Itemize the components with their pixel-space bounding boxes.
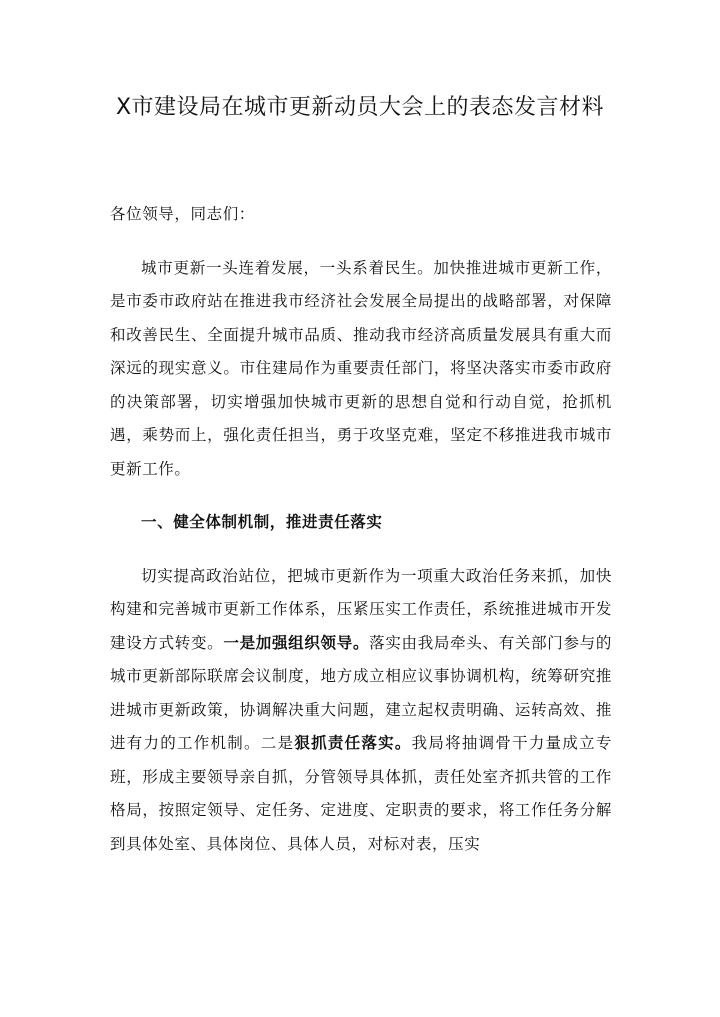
greeting: 各位领导，同志们： — [110, 205, 255, 223]
bold-phrase-1: 一是加强组织领导。 — [223, 633, 370, 652]
document-body — [110, 198, 612, 861]
bold-phrase-2: 狠抓责任落实。 — [294, 734, 412, 752]
section-text-3: 我局将抽调骨干力量成立专班，形成主要领导亲自抓，分管领导具体抓，责任处室齐抓共管的工作格局，按照定领导、定任务、定进度、定职责的要求，将工作任务分解到具体处室、具体岗位、具体人员，对标对表，压实 — [110, 734, 613, 853]
intro-paragraph: 城市更新一头连着发展，一头系着民生。加快推进城市更新工作，是市委市政府站在推进我市经济社会发展全局提出的战略部署，对保障和改善民生、全面提升城市品质、推动我市经济高质量发展具有重大而深远的现实意义。市住建局作为重要责任部门，将坚决落实市委市政府的决策部署，切实增强加快城市更新的思想自觉和行动自觉，抢抓机遇，乘势而上，强化责任担当，勇于攻坚克难，坚定不移推进我市城市更新工作。 — [110, 258, 612, 478]
section-heading: 一、健全体制机制，推进责任落实 — [141, 513, 383, 531]
section-text-2: 落实由我局牵头、有关部门参与的城市更新部际联席会议制度，地方成立相应议事协调机构，统筹研究推进城市更新政策，协调解决重大问题，建立起权责明确、运转高效、推进有力的工作机制。二是 — [110, 633, 612, 752]
section-paragraph — [110, 560, 612, 862]
section-text-1: 切实提高政治站位，把城市更新作为一项重大政治任务来抓，加快构建和完善城市更新工作体系，压紧压实工作责任，系统推进城市开发建设方式转变。 — [110, 566, 612, 652]
document-title: X市建设局在城市更新动员大会上的表态发言材料 — [115, 95, 605, 120]
